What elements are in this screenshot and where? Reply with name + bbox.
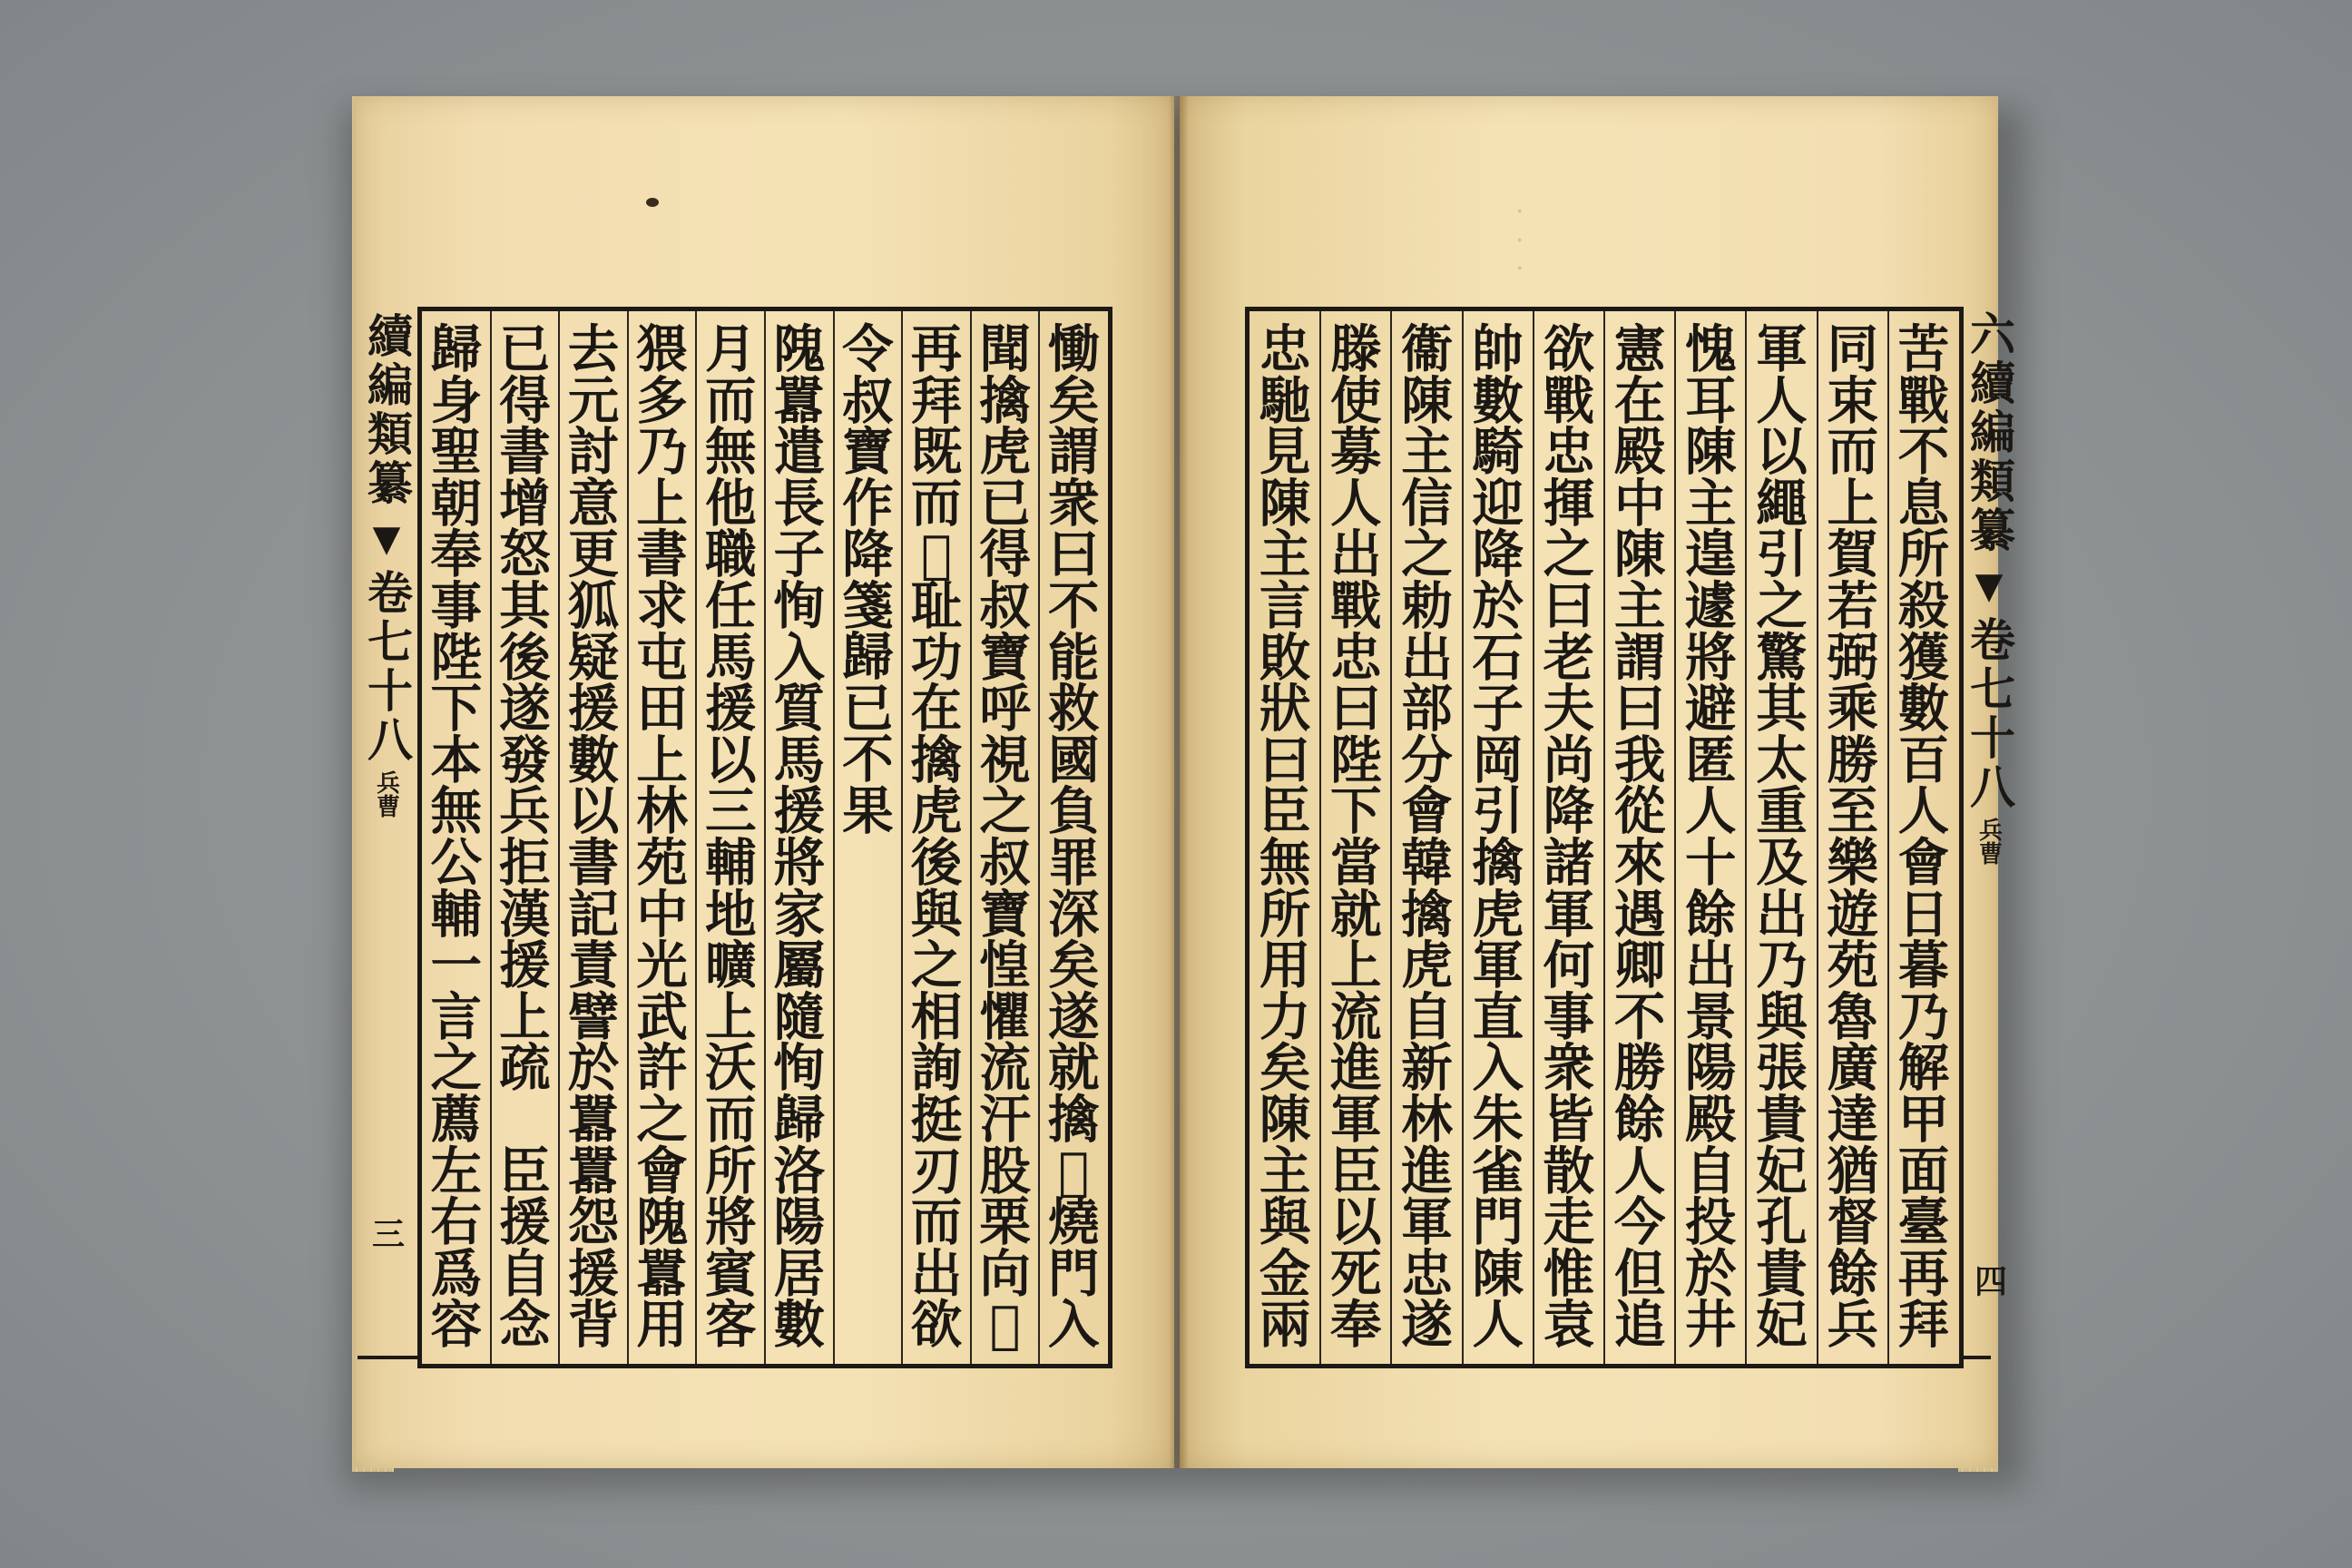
- left-text-column: 慟 矣 謂 衆 曰 不 能 救 國 負 罪 深 矣 遂 就 擒 𠡠 燒 門 入: [1047, 319, 1100, 1356]
- column-rule: [1674, 311, 1676, 1364]
- right-text-column: 滕 使 募 人 出 戰 忠 曰 陛 下 當 就 上 流 進 軍 臣 以 死 奉: [1330, 319, 1382, 1356]
- right-text-column: 同 束 而 上 賀 若 弼 乘 勝 至 樂 遊 苑 魯 廣 達 猶 督 餘 兵: [1827, 319, 1878, 1356]
- column-rule: [1390, 311, 1392, 1364]
- left-page-header: [359, 307, 414, 1368]
- left-text-column: 聞 擒 虎 已 得 叔 寶 呼 視 之 叔 寶 惶 懼 流 汗 股 栗 向 𠡠: [979, 319, 1031, 1356]
- right-text-frame: [1245, 307, 1964, 1368]
- book-gutter: [1169, 96, 1189, 1468]
- left-header-title: 續編類纂: [360, 312, 414, 508]
- right-header-volume: 卷七十八: [1963, 616, 2016, 812]
- column-rule: [970, 311, 972, 1364]
- column-rule: [1038, 311, 1040, 1364]
- column-rule: [1817, 311, 1818, 1364]
- column-rule: [1462, 311, 1464, 1364]
- right-header-section: 兵曹: [1975, 818, 2003, 865]
- left-bottom-rule: [358, 1356, 419, 1359]
- left-text-column: 歸 身 聖 朝 奉 事 陛 下 本 無 公 輔 一 言 之 薦 左 右 爲 容: [430, 319, 483, 1356]
- bleed-through-marks: · · ·: [1515, 196, 1524, 285]
- left-text-column: 月 而 無 他 職 任 馬 援 以 三 輔 地 曠 上 沃 而 所 將 賓 客: [704, 319, 757, 1356]
- right-text-columns: [1250, 311, 1959, 1364]
- column-rule: [1319, 311, 1321, 1364]
- column-rule: [833, 311, 835, 1364]
- right-text-column: 苦 戰 不 息 所 殺 獲 數 百 人 會 日 暮 乃 解 甲 面 臺 再 拜: [1897, 319, 1950, 1356]
- column-rule: [901, 311, 903, 1364]
- left-text-columns: [422, 311, 1108, 1364]
- right-header-title: 六續編類纂: [1963, 310, 2016, 555]
- left-text-column: 猥 多 乃 上 書 求 屯 田 上 林 苑 中 光 武 許 之 會 隗 囂 用: [636, 319, 688, 1356]
- left-text-frame: [417, 307, 1112, 1368]
- fishtail-mark: ▼: [1975, 564, 2004, 607]
- left-header-folio: 三: [367, 1217, 406, 1250]
- fishtail-mark: ▼: [372, 517, 401, 560]
- column-rule: [1603, 311, 1605, 1364]
- right-text-column: 帥 數 騎 迎 降 於 石 子 岡 引 擒 虎 軍 直 入 朱 雀 門 陳 人: [1472, 319, 1524, 1356]
- left-text-column: 已 得 書 增 怒 其 後 遂 發 兵 拒 漢 援 上 疏 臣 援 自 念: [499, 319, 551, 1356]
- left-text-column: 隗 囂 遣 長 子 恂 入 質 馬 援 將 家 屬 隨 恂 歸 洛 陽 居 數: [773, 319, 826, 1356]
- column-rule: [1533, 311, 1534, 1364]
- ink-spot: [646, 198, 659, 207]
- right-text-column: 軍 人 以 繩 引 之 驚 其 太 重 及 出 乃 與 張 貴 妃 孔 貴 妃: [1756, 319, 1808, 1356]
- left-header-volume: 卷七十八: [360, 569, 414, 765]
- right-text-column: 欲 戰 忠 揮 之 曰 老 夫 尚 降 諸 軍 何 事 衆 皆 散 走 惟 袁: [1543, 319, 1595, 1356]
- column-rule: [558, 311, 560, 1364]
- right-header-folio: 四: [1969, 1264, 2008, 1297]
- column-rule: [764, 311, 766, 1364]
- right-page-header: [1962, 307, 2016, 1368]
- column-rule: [490, 311, 492, 1364]
- right-text-column: 衞 陳 主 信 之 勅 出 部 分 會 韓 擒 虎 自 新 林 進 軍 忠 遂: [1401, 319, 1453, 1356]
- right-bottom-rule: [1960, 1356, 1991, 1359]
- left-text-column: 再 拜 既 而 𠡠 耻 功 在 擒 虎 後 與 之 相 詢 挺 刃 而 出 欲: [910, 319, 963, 1356]
- column-rule: [627, 311, 629, 1364]
- column-rule: [695, 311, 697, 1364]
- column-rule: [1745, 311, 1747, 1364]
- right-text-column: 憲 在 殿 中 陳 主 謂 曰 我 從 來 遇 卿 不 勝 餘 人 今 但 追: [1613, 319, 1666, 1356]
- left-text-column: 去 元 討 意 更 狐 疑 援 數 以 書 記 責 譬 於 囂 囂 怨 援 背: [567, 319, 620, 1356]
- column-rule: [1887, 311, 1889, 1364]
- left-header-section: 兵曹: [372, 770, 400, 818]
- right-text-column: 忠 馳 見 陳 主 言 敗 狀 曰 臣 無 所 用 力 矣 陳 主 與 金 兩: [1259, 319, 1311, 1356]
- right-text-column: 愧 耳 陳 主 遑 遽 將 避 匿 人 十 餘 出 景 陽 殿 自 投 於 井: [1685, 319, 1737, 1356]
- left-text-column: 令 叔 寶 作 降 箋 歸 已 不 果: [842, 319, 894, 841]
